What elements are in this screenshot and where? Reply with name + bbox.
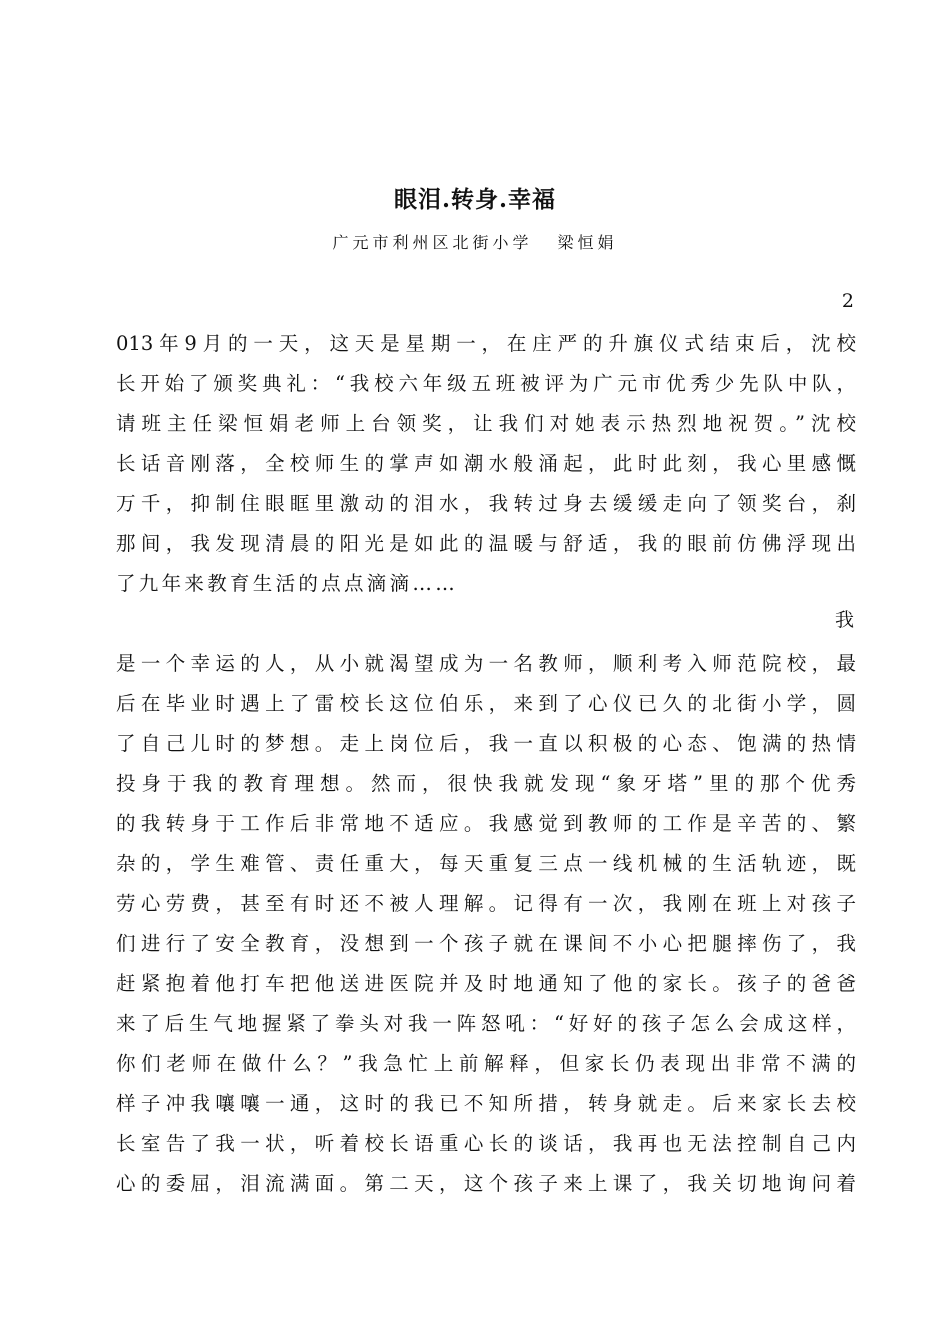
paragraph-line: 是一个幸运的人，从小就渴望成为一名教师，顺利考入师范院校，最 [116, 652, 856, 675]
paragraph-line: 投身于我的教育理想。然而，很快我就发现“象牙塔”里的那个优秀 [116, 772, 856, 795]
paragraph-1 [116, 324, 856, 604]
paragraph-line: 了自己儿时的梦想。走上岗位后，我一直以积极的心态、饱满的热情 [116, 732, 856, 755]
paragraph-1-lead-char: 2 [841, 290, 854, 312]
paragraph-line: 后在毕业时遇上了雷校长这位伯乐，来到了心仪已久的北街小学，圆 [116, 692, 856, 715]
paragraph-2 [116, 644, 856, 1204]
paragraph-line: 长开始了颁奖典礼：“我校六年级五班被评为广元市优秀少先队中队， [116, 372, 856, 395]
paragraph-line: 了九年来教育生活的点点滴滴…… [116, 572, 458, 595]
paragraph-line: 长话音刚落，全校师生的掌声如潮水般涌起，此时此刻，我心里感慨 [116, 452, 856, 475]
paragraph-line: 请班主任梁恒娟老师上台领奖，让我们对她表示热烈地祝贺。”沈校 [116, 412, 856, 435]
author-byline: 广元市利州区北街小学 梁恒娟 [332, 233, 618, 252]
paragraph-line: 的我转身于工作后非常地不适应。我感觉到教师的工作是辛苦的、繁 [116, 812, 856, 835]
paragraph-line: 赶紧抱着他打车把他送进医院并及时地通知了他的家长。孩子的爸爸 [116, 972, 856, 995]
paragraph-line: 样子冲我嚷嚷一通，这时的我已不知所措，转身就走。后来家长去校 [116, 1092, 856, 1115]
paragraph-line: 劳心劳费，甚至有时还不被人理解。记得有一次，我刚在班上对孩子 [116, 892, 856, 915]
paragraph-line: 杂的，学生难管、责任重大，每天重复三点一线机械的生活轨迹，既 [116, 852, 856, 875]
document-title: 眼泪.转身.幸福 [393, 186, 556, 213]
paragraph-line: 心的委屈，泪流满面。第二天，这个孩子来上课了，我关切地询问着 [116, 1172, 856, 1195]
paragraph-line: 们进行了安全教育，没想到一个孩子就在课间不小心把腿摔伤了，我 [116, 932, 856, 955]
paragraph-line: 万千，抑制住眼眶里激动的泪水，我转过身去缓缓走向了领奖台，刹 [116, 492, 856, 515]
paragraph-line: 你们老师在做什么？”我急忙上前解释，但家长仍表现出非常不满的 [116, 1052, 856, 1075]
paragraph-line: 013年9月的一天，这天是星期一，在庄严的升旗仪式结束后，沈校 [116, 332, 856, 355]
paragraph-2-lead-char: 我 [834, 609, 854, 631]
paragraph-line: 来了后生气地握紧了拳头对我一阵怒吼：“好好的孩子怎么会成这样， [116, 1012, 856, 1035]
paragraph-line: 长室告了我一状，听着校长语重心长的谈话，我再也无法控制自己内 [116, 1132, 856, 1155]
paragraph-line: 那间，我发现清晨的阳光是如此的温暖与舒适，我的眼前仿佛浮现出 [116, 532, 856, 555]
